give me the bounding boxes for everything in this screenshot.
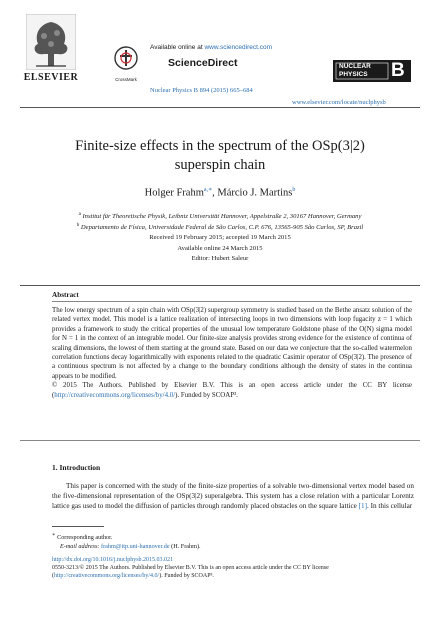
affiliation-b-text: Departamento de Física, Universidade Federal de São Carlos, C.P. 676, 13565-905 São Carlos, SP, Brazil [80,224,364,232]
footnote-divider [52,526,104,527]
available-online [150,44,272,51]
introduction-body [52,481,414,512]
bottom-license-link[interactable]: http://creativecommons.org/licenses/by/4.0/ [54,573,160,580]
sciencedirect-brand: ScienceDirect [168,57,238,69]
journal-logo-letter: B [391,60,405,81]
header-divider [20,107,420,108]
author-2: Márcio J. Martins [217,187,293,199]
issn-license [52,564,412,580]
available-online-prefix: Available online at [150,44,205,51]
publisher-name: ELSEVIER [23,72,79,83]
abstract-bottom-divider [20,440,420,441]
corresponding-author-text: Corresponding author. [57,534,113,542]
affiliation-a-marker: a [78,212,81,217]
author-separator: , [212,187,218,199]
abstract-license-suffix: ). Funded by SCOAP³. [175,391,238,399]
editor: Editor: Hubert Saleur [191,255,249,262]
bottom-license-suffix: ). Funded by SCOAP³. [159,573,214,580]
abstract-license-link[interactable]: http://creativecommons.org/licenses/by/4.0/ [54,391,176,399]
author-1-affil[interactable]: a,∗ [203,187,213,193]
crossmark-badge[interactable] [112,46,140,80]
affiliation-a-text: Institut für Theoretische Physik, Leibniz Universität Hannover, Appelstraße 2, 30167 Hannover, Germany [82,213,362,221]
abstract-heading: Abstract [52,291,79,299]
journal-logo [333,60,411,82]
abstract-heading-divider [52,301,412,302]
journal-logo-line1: NUCLEAR [339,63,371,70]
received-date: Received 19 February 2015; accepted 19 March 2015 [149,234,291,241]
email-note [52,543,412,552]
introduction-paragraph [52,481,414,512]
email-link[interactable]: frahm@itp.uni-hannover.de [101,542,170,550]
citation-link[interactable]: [1] [358,502,368,511]
section-heading-introduction: 1. Introduction [52,463,101,472]
author-list [20,186,420,199]
abstract-text: The low energy spectrum of a spin chain with OSp(3|2) supergroup symmetry is studied based on the Bethe ansatz solution of the related vertex model. This model is a lattice realization of intersecting loops in two dimensions with loop fugacity z = 1 which provides a framework to study the critical properties of the unusual low temperature Goldstone phase of the O(N) sigma model for N = 1 in the context of an integrable model. Our finite-size analysis provides strong evidence for the existence of continua of scaling dimensions, the lowest of them starting at the ground state. Based on our data we conjecture that the so-called watermelon correlation functions decay logarithmically with exponents related to the quadratic Casimir operator of OSp(3|2). The presence of a continuous spectrum is not affected by a change to the boundary conditions although the density of states in the continua appears to be modified. [52,307,412,380]
crossmark-icon [114,46,138,72]
available-date: Available online 24 March 2015 [177,244,263,252]
journal-url[interactable]: www.elsevier.com/locate/nuclphysb [292,99,386,106]
author-1: Holger Frahm [144,187,204,199]
email-suffix: (H. Frahm). [169,542,201,550]
doi-link[interactable]: http://dx.doi.org/10.1016/j.nuclphysb.2015.03.021 [52,557,174,563]
issn-text: 0550-3213/© 2015 The Authors. Published by Elsevier B.V. This is an open access article under the CC BY license ( [52,565,329,580]
affiliation-b-marker: b [76,223,80,229]
elsevier-tree-icon [26,14,76,70]
title-line-2: superspin chain [174,157,266,173]
article-title [20,137,420,175]
abstract-license [52,381,412,400]
affiliations [20,210,420,232]
affiliation-b [20,221,420,232]
article-meta [52,556,412,581]
elsevier-logo [20,14,82,96]
abstract-license-prefix: © 2015 The Authors. Published by Elsevier B.V. This is an open access article under the CC BY license ( [52,382,412,399]
title-line-1: Finite-size effects in the spectrum of the OSp(3|2) [75,138,365,154]
affiliation-a [20,210,420,221]
author-2-affil[interactable]: b [292,187,296,193]
crossmark-label: CrossMark [115,77,137,82]
article-dates [20,233,420,265]
journal-logo-line2: PHYSICS [339,71,368,78]
corresponding-author-note [52,531,412,543]
intro-text: This paper is concerned with the study of the finite-size properties of a solvable two-dimensional vertex model based on the five-dimensional representation of the OSp(3|2) superalgebra. This system has a close relation with a particular Lorentz lattice gas used to model the diffusion of particles through randomly placed obstacles on the square lattice [52,482,414,511]
footnote [52,531,412,551]
email-label: E-mail address: [60,542,102,550]
journal-reference[interactable]: Nuclear Physics B 894 (2015) 665–684 [150,87,253,94]
footnote-marker: ∗ [52,532,56,538]
intro-text-tail: . In this cellular [367,502,413,511]
abstract-body [52,306,412,400]
abstract-top-divider [20,285,420,286]
sciencedirect-link[interactable]: www.sciencedirect.com [204,44,273,51]
